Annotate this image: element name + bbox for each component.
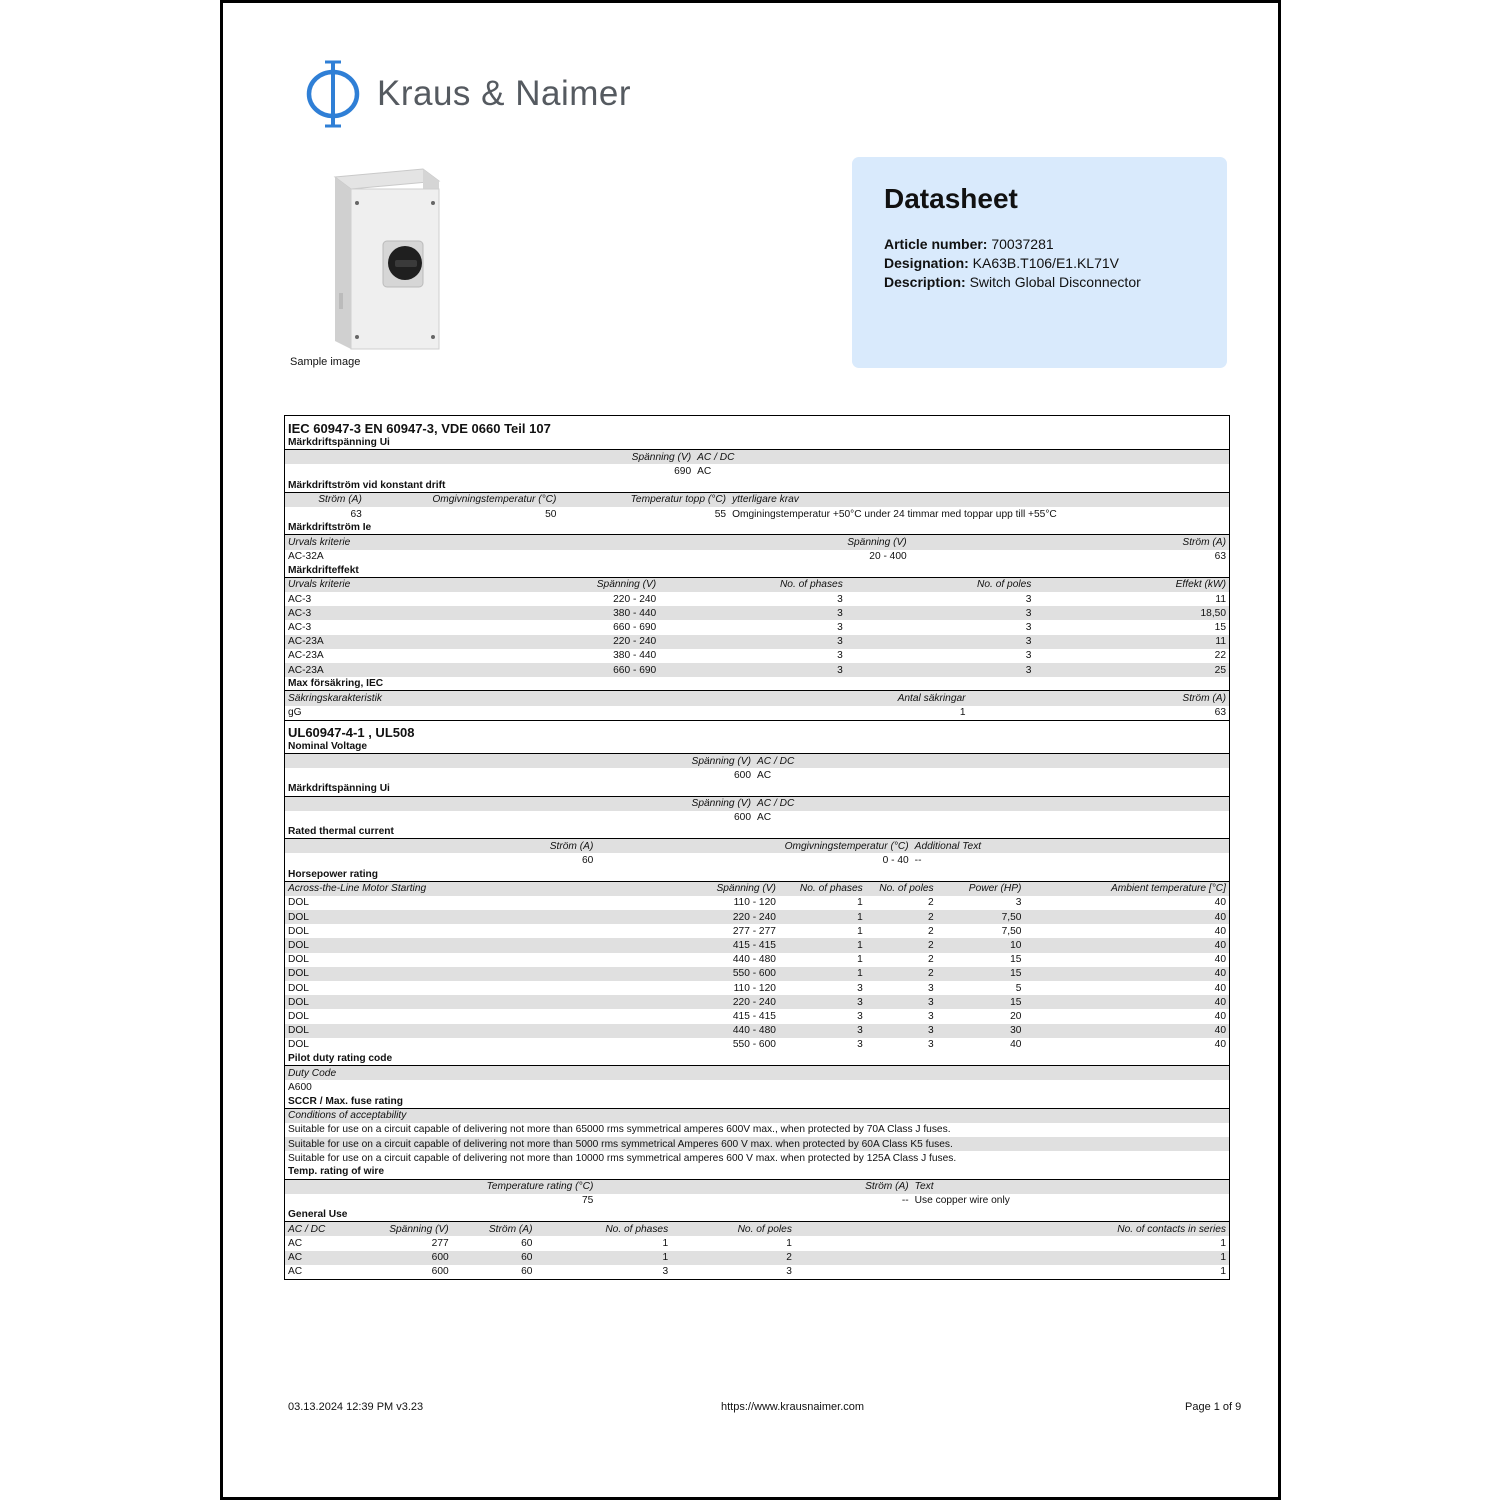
table-cell: Spänning (V) [596, 579, 657, 591]
table-cell: 3 [1015, 897, 1022, 909]
table-cell: Spänning (V) [716, 883, 776, 895]
brand-name: Kraus & Naimer [377, 74, 632, 113]
table-cell: AC [757, 769, 772, 781]
table-cell: 600 [734, 769, 751, 781]
table-cell: Effekt (kW) [1175, 579, 1226, 591]
table-cell: 3 [837, 664, 843, 676]
designation-value: KA63B.T106/E1.KL71V [972, 255, 1119, 271]
table-header-row [285, 450, 1229, 464]
table-cell: 15 [1010, 996, 1022, 1008]
article-number-value: 70037281 [991, 236, 1054, 252]
table-cell: 40 [1214, 954, 1226, 966]
datasheet-page [220, 0, 1281, 1500]
phi-logo-icon [305, 59, 361, 129]
table-cell: Omginingstemperatur +50°C under 24 timmar med toppar upp till +55°C [732, 508, 1057, 520]
table-cell: 277 [431, 1237, 449, 1249]
table-cell: 60 [521, 1252, 533, 1264]
table-cell: 2 [927, 897, 934, 909]
table-cell: 25 [1214, 664, 1226, 676]
table-cell: Across-the-Line Motor Starting [288, 883, 427, 895]
table-cell: AC / DC [288, 1223, 326, 1235]
group-title: Pilot duty rating code [285, 1052, 1229, 1066]
table-row [285, 620, 1229, 634]
table-cell: 380 - 440 [613, 650, 657, 662]
group-title: Horsepower rating [285, 867, 1229, 881]
footer-timestamp: 03.13.2024 12:39 PM v3.23 [288, 1401, 424, 1413]
table-cell: 1 [786, 1237, 792, 1249]
table-cell: AC / DC [757, 798, 795, 810]
table-row [285, 910, 1229, 924]
table-cell: AC-23A [288, 650, 324, 662]
table-row [285, 635, 1229, 649]
table-row [285, 924, 1229, 938]
table-cell: 3 [1025, 636, 1032, 648]
table-cell: 1 [1220, 1252, 1226, 1264]
table-row [285, 1151, 1229, 1165]
table-cell: DOL [288, 968, 309, 980]
table-cell: DOL [288, 996, 309, 1008]
table-cell: -- [901, 1195, 909, 1207]
table-cell: 3 [927, 1025, 934, 1037]
footer-page-number: Page 1 of 9 [1185, 1401, 1242, 1413]
table-cell: 660 - 690 [613, 664, 657, 676]
table-cell: No. of poles [879, 883, 934, 895]
image-caption: Sample image [290, 356, 361, 368]
table-cell: 3 [1025, 593, 1032, 605]
table-cell: 40 [1214, 982, 1226, 994]
table-cell: 1 [857, 939, 863, 951]
table-cell: Suitable for use on a circuit capable of delivering not more than 65000 rms symmetrical amperes 600V max., when protected by 70A Class J fuses. [288, 1124, 951, 1136]
table-row [285, 1194, 1229, 1208]
table-cell: 40 [1010, 1039, 1022, 1051]
table-cell: 30 [1010, 1025, 1022, 1037]
table-cell: 550 - 600 [732, 1039, 776, 1051]
table-row [285, 967, 1229, 981]
table-cell: Spänning (V) [691, 755, 751, 767]
table-row [285, 1265, 1229, 1279]
group-title: SCCR / Max. fuse rating [285, 1094, 1229, 1108]
table-cell: 1 [857, 897, 863, 909]
table-cell: DOL [288, 982, 309, 994]
table-cell: 63 [350, 508, 362, 520]
table-cell: 15 [1010, 968, 1022, 980]
group-title: Märkdriftspänning Ui [285, 782, 1229, 796]
table-row [285, 606, 1229, 620]
table-cell: 3 [857, 996, 863, 1008]
table-cell: 1 [1220, 1266, 1226, 1278]
designation-label: Designation: [884, 255, 969, 271]
table-cell: 75 [582, 1195, 594, 1207]
table-cell: 40 [1214, 1025, 1226, 1037]
group-title: General Use [285, 1208, 1229, 1222]
table-cell: Temperatur topp (°C) [630, 494, 727, 506]
table-cell: 550 - 600 [732, 968, 776, 980]
table-row [285, 1080, 1229, 1094]
table-cell: 20 - 400 [869, 551, 907, 563]
table-cell: 3 [857, 1010, 863, 1022]
table-cell: AC-23A [288, 664, 324, 676]
table-row [285, 953, 1229, 967]
table-cell: 3 [927, 982, 934, 994]
table-cell: 220 - 240 [732, 996, 776, 1008]
table-cell: Omgivningstemperatur (°C) [432, 494, 557, 506]
table-cell: Urvals kriterie [288, 536, 351, 548]
table-cell: AC [757, 812, 772, 824]
table-cell: 110 - 120 [733, 897, 776, 909]
table-cell: 3 [837, 622, 843, 634]
table-cell: Suitable for use on a circuit capable of delivering not more than 10000 rms symmetrical amperes 600 V max. when protected by 125A Class J fuses. [288, 1152, 957, 1164]
table-row [285, 1251, 1229, 1265]
table-cell: 440 - 480 [732, 1025, 776, 1037]
table-cell: Text [914, 1181, 934, 1193]
table-cell: 2 [786, 1252, 792, 1264]
table-cell: DOL [288, 939, 309, 951]
table-cell: No. of phases [799, 883, 863, 895]
section-title: IEC 60947-3 EN 60947-3, VDE 0660 Teil 107 [288, 421, 551, 436]
footer-website-link[interactable]: https://www.krausnaimer.com [721, 1401, 865, 1413]
table-cell: 415 - 415 [732, 939, 776, 951]
table-cell: 40 [1214, 1010, 1226, 1022]
table-row [285, 938, 1229, 952]
group-title: Märkdriftström vid konstant drift [285, 479, 1229, 493]
table-cell: Suitable for use on a circuit capable of delivering not more than 5000 rms symmetrical Amperes 600 V max. when protected by 60A Class K5 fuses. [288, 1138, 953, 1150]
group-title: Märkdrifteffekt [285, 564, 1229, 578]
section-title: UL60947-4-1 , UL508 [285, 720, 1229, 740]
table-cell: DOL [288, 925, 309, 937]
table-cell: 3 [857, 982, 863, 994]
table-row [285, 507, 1229, 521]
table-cell: 3 [786, 1266, 792, 1278]
table-cell: Urvals kriterie [288, 579, 351, 591]
table-cell: 660 - 690 [613, 622, 657, 634]
table-row [285, 1009, 1229, 1023]
table-cell: 1 [857, 925, 863, 937]
table-cell: No. of poles [737, 1223, 792, 1235]
table-cell: A600 [288, 1081, 312, 1093]
product-image [323, 163, 443, 353]
table-cell: 2 [927, 954, 934, 966]
table-cell: 15 [1010, 954, 1022, 966]
table-cell: 110 - 120 [733, 982, 776, 994]
table-cell: 2 [927, 925, 934, 937]
table-cell: Spänning (V) [631, 451, 692, 463]
table-header-row [285, 691, 1229, 705]
table-cell: 415 - 415 [732, 1010, 776, 1022]
article-number-label: Article number: [884, 236, 988, 252]
datasheet-info-box [852, 157, 1227, 368]
table-cell: 40 [1214, 939, 1226, 951]
table-cell: 220 - 240 [613, 636, 657, 648]
table-cell: Temperature rating (°C) [486, 1181, 594, 1193]
group-title: Max försäkring, IEC [285, 677, 1229, 691]
table-cell: 277 - 277 [732, 925, 776, 937]
table-cell: DOL [288, 897, 309, 909]
table-cell: 5 [1015, 982, 1022, 994]
table-header-row [285, 535, 1229, 549]
table-cell: DOL [288, 1025, 309, 1037]
group-title: Nominal Voltage [285, 740, 1229, 754]
table-cell: Omgivningstemperatur (°C) [784, 840, 909, 852]
table-cell: 63 [1214, 551, 1226, 563]
table-header-row [285, 1109, 1229, 1123]
table-row [285, 663, 1229, 677]
table-cell: AC / DC [697, 451, 735, 463]
group-title: Rated thermal current [285, 825, 1229, 839]
table-cell: 1 [959, 707, 966, 719]
table-cell: 3 [927, 1039, 934, 1051]
table-cell: 50 [545, 508, 557, 520]
group-title: Märkdriftspänning Ui [285, 436, 1229, 450]
table-cell: 40 [1214, 996, 1226, 1008]
table-row [285, 550, 1229, 564]
table-cell: 7,50 [1001, 925, 1022, 937]
table-cell: Antal säkringar [897, 692, 966, 704]
table-row [285, 853, 1229, 867]
table-cell: AC-3 [288, 593, 312, 605]
table-cell: 1 [857, 954, 863, 966]
table-cell: 3 [837, 607, 843, 619]
table-cell: 40 [1214, 925, 1226, 937]
table-cell: 3 [927, 1010, 934, 1022]
table-row [285, 1038, 1229, 1052]
table-row [285, 1123, 1229, 1137]
description-label: Description: [884, 274, 966, 290]
table-cell: 2 [927, 968, 934, 980]
table-cell: 20 [1010, 1010, 1022, 1022]
table-cell: Spänning (V) [389, 1223, 449, 1235]
table-cell: Ambient temperature [°C] [1110, 883, 1226, 895]
table-header-row [285, 839, 1229, 853]
table-row [285, 1024, 1229, 1038]
specification-table [284, 415, 1230, 1280]
table-cell: Ström (A) [549, 840, 594, 852]
table-cell: AC-3 [288, 622, 312, 634]
table-cell: 1 [1220, 1237, 1226, 1249]
table-cell: 3 [857, 1039, 863, 1051]
table-row [285, 811, 1229, 825]
group-title: Temp. rating of wire [285, 1165, 1229, 1179]
table-cell: AC [288, 1237, 303, 1249]
table-cell: Ström (A) [318, 494, 362, 506]
table-cell: 3 [1025, 622, 1032, 634]
table-cell: 7,50 [1001, 911, 1022, 923]
table-cell: 18,50 [1200, 607, 1226, 619]
table-header-row [285, 578, 1229, 592]
table-cell: 3 [857, 1025, 863, 1037]
table-cell: No. of phases [779, 579, 843, 591]
table-row [285, 896, 1229, 910]
table-cell: 55 [714, 508, 727, 520]
table-cell: No. of poles [977, 579, 1032, 591]
table-cell: Spänning (V) [691, 798, 751, 810]
brand-logo [305, 59, 631, 129]
table-header-row [285, 493, 1229, 507]
table-cell: Ström (A) [1182, 536, 1226, 548]
table-cell: 40 [1214, 897, 1226, 909]
table-cell: 600 [431, 1266, 449, 1278]
table-cell: 3 [1025, 650, 1032, 662]
datasheet-title: Datasheet [884, 183, 1018, 214]
table-cell: 3 [662, 1266, 669, 1278]
table-header-row [285, 882, 1229, 896]
table-row [285, 981, 1229, 995]
table-header-row [285, 1066, 1229, 1080]
table-cell: 15 [1214, 622, 1226, 634]
table-cell: 1 [662, 1252, 669, 1264]
table-cell: AC-3 [288, 607, 312, 619]
table-cell: 40 [1214, 968, 1226, 980]
table-cell: 0 - 40 [882, 854, 909, 866]
article-number-line [884, 235, 1195, 254]
table-cell: 3 [1025, 664, 1032, 676]
description-line [884, 273, 1195, 292]
table-header-row [285, 1180, 1229, 1194]
table-cell: 1 [857, 911, 863, 923]
table-cell: Säkringskarakteristik [288, 692, 382, 704]
table-cell: 380 - 440 [613, 607, 657, 619]
table-cell: 3 [927, 996, 934, 1008]
table-cell: 40 [1214, 1039, 1226, 1051]
table-row [285, 706, 1229, 720]
table-cell: 690 [674, 465, 692, 477]
table-row [285, 464, 1229, 478]
table-cell: 60 [521, 1266, 533, 1278]
table-cell: 10 [1010, 939, 1022, 951]
description-value: Switch Global Disconnector [969, 274, 1141, 290]
table-cell: AC [288, 1252, 303, 1264]
table-cell: AC [288, 1266, 303, 1278]
table-header-row [285, 1222, 1229, 1236]
table-cell: 60 [582, 854, 594, 866]
table-cell: AC-32A [288, 551, 324, 563]
table-cell: Spänning (V) [847, 536, 907, 548]
table-header-row [285, 754, 1229, 768]
table-cell: Ström (A) [1182, 692, 1226, 704]
table-cell: 3 [837, 650, 843, 662]
table-row [285, 1236, 1229, 1250]
table-cell: 440 - 480 [732, 954, 776, 966]
table-cell: gG [288, 707, 302, 719]
table-cell: 22 [1214, 650, 1226, 662]
table-cell: 11 [1215, 593, 1226, 605]
table-cell: 1 [662, 1237, 669, 1249]
table-cell: 40 [1214, 911, 1226, 923]
designation-line [884, 254, 1195, 273]
table-cell: 11 [1215, 636, 1226, 648]
table-cell: No. of phases [605, 1223, 669, 1235]
table-cell: 3 [1025, 607, 1032, 619]
table-cell: DOL [288, 1010, 309, 1022]
table-cell: 2 [927, 939, 934, 951]
table-cell: 3 [837, 593, 843, 605]
table-row [285, 995, 1229, 1009]
table-cell: -- [914, 854, 922, 866]
table-cell: Additional Text [914, 840, 982, 852]
table-row [285, 1137, 1229, 1151]
table-cell: Ström (A) [865, 1181, 909, 1193]
table-cell: AC-23A [288, 636, 324, 648]
group-title: Märkdriftström Ie [285, 521, 1229, 535]
table-cell: Conditions of acceptability [288, 1110, 407, 1122]
table-cell: 1 [857, 968, 863, 980]
table-cell: AC [697, 465, 712, 477]
table-cell: DOL [288, 911, 309, 923]
table-cell: 3 [837, 636, 843, 648]
table-cell: 60 [521, 1237, 533, 1249]
table-header-row [285, 797, 1229, 811]
table-cell: 220 - 240 [732, 911, 776, 923]
table-cell: 220 - 240 [613, 593, 657, 605]
table-cell: DOL [288, 1039, 309, 1051]
table-cell: ytterligare krav [732, 494, 799, 506]
table-cell: DOL [288, 954, 309, 966]
table-cell: 600 [431, 1252, 449, 1264]
table-cell: 600 [734, 812, 751, 824]
table-cell: 2 [927, 911, 934, 923]
table-cell: AC / DC [757, 755, 795, 767]
table-cell: Power (HP) [968, 883, 1022, 895]
table-cell: No. of contacts in series [1117, 1223, 1226, 1235]
table-row [285, 592, 1229, 606]
table-cell: Ström (A) [488, 1223, 533, 1235]
table-row [285, 768, 1229, 782]
table-cell: Duty Code [288, 1067, 337, 1079]
table-row [285, 649, 1229, 663]
table-cell: 63 [1214, 707, 1226, 719]
table-cell: Use copper wire only [914, 1195, 1010, 1207]
